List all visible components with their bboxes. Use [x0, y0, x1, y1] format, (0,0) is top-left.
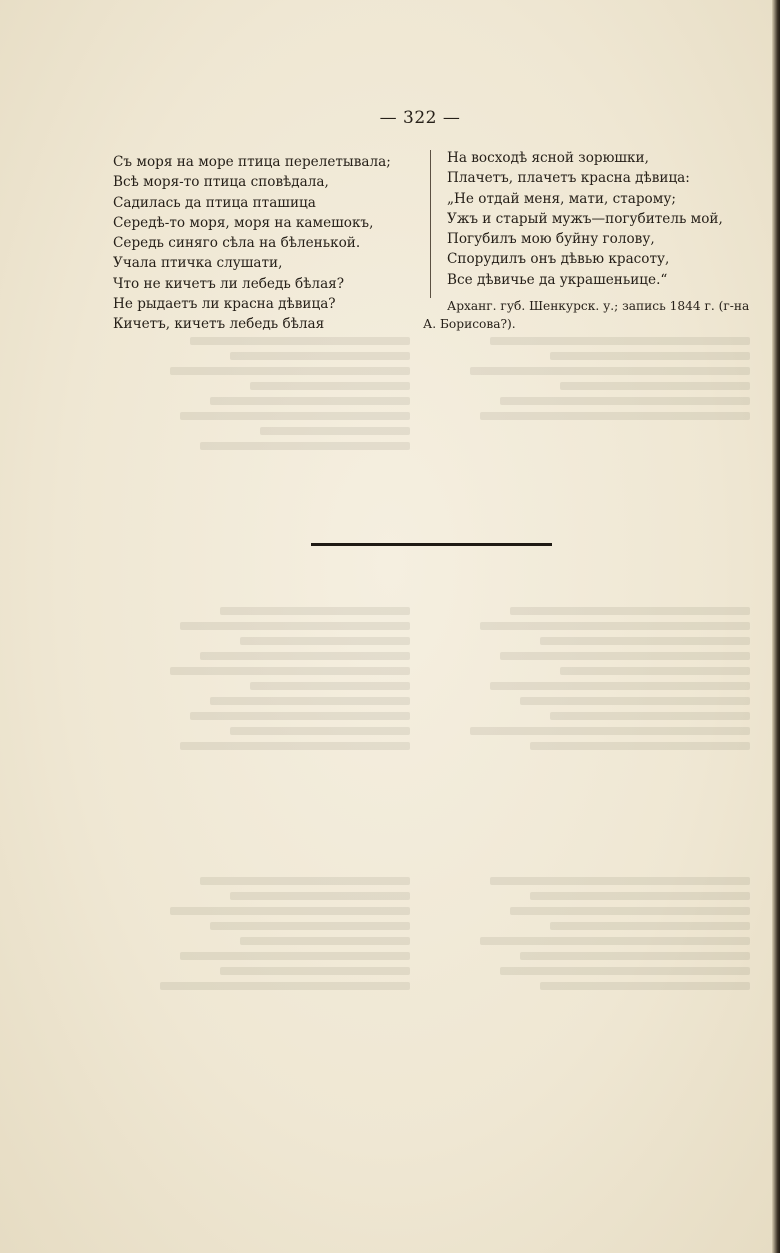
verse-line: Не рыдаетъ ли красна дѣвица? — [113, 296, 336, 313]
bleed-through-texture — [450, 600, 750, 755]
column-divider — [430, 150, 431, 298]
source-note — [423, 297, 763, 333]
page-number: — 322 — — [379, 108, 461, 128]
bleed-through-texture — [450, 870, 750, 995]
source-note-line: Арханг. губ. Шенкурск. у.; запись 1844 г. (г-на — [447, 299, 750, 314]
verse-line: Учала птичка слушати, — [113, 255, 283, 272]
bleed-through-texture — [450, 330, 750, 425]
verse-line: Садилась да птица пташица — [113, 194, 316, 211]
right-verse-column — [423, 148, 777, 333]
verse-line: Что не кичетъ ли лебедь бѣлая? — [113, 275, 345, 292]
verse-line: Спорудилъ онъ дѣвью красоту, — [447, 251, 670, 268]
bleed-through-texture — [110, 330, 410, 455]
verse-line: Съ моря на море птица перелетывала; — [113, 154, 391, 170]
verse-line: Середѣ-то моря, моря на камешокъ, — [113, 214, 374, 231]
source-note-line: А. Борисова?). — [423, 317, 516, 332]
verse-line: Всѣ моря-то птица сповѣдала, — [113, 174, 329, 191]
bleed-through-texture — [110, 600, 410, 755]
verse-line: Плачетъ, плачетъ красна дѣвица: — [447, 170, 690, 187]
page-edge-shadow — [772, 0, 780, 1253]
left-verse-column — [113, 152, 413, 335]
verse-line: На восходѣ ясной зорюшки, — [447, 150, 649, 166]
verse-line: Кичетъ, кичетъ лебедь бѣлая — [113, 316, 325, 333]
section-rule — [311, 543, 552, 546]
verse-line: Середь синяго сѣла на бѣленькой. — [113, 235, 361, 252]
verse-line: Ужъ и старый мужъ—погубитель мой, — [447, 210, 723, 227]
verse-line: Все дѣвичье да украшеньице.“ — [447, 271, 668, 288]
bleed-through-texture — [110, 870, 410, 995]
verse-line: „Не отдай меня, мати, старому; — [447, 190, 676, 207]
verse-line: Погубилъ мою буйну голову, — [447, 231, 655, 248]
